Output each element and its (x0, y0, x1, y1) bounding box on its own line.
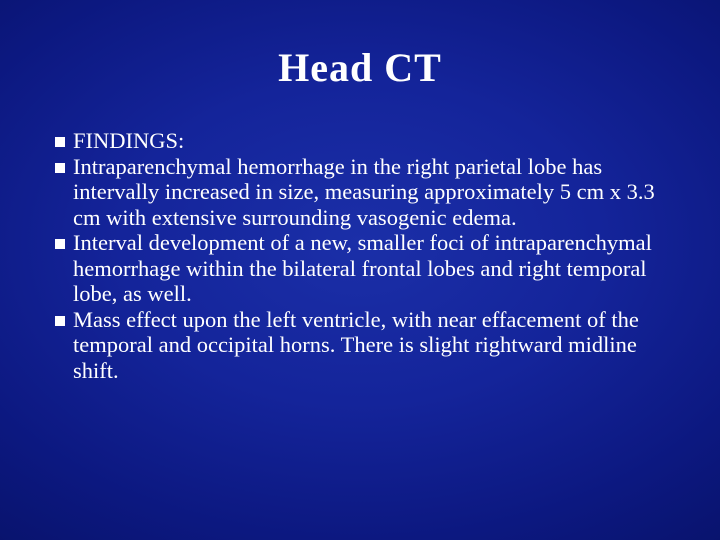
square-bullet-icon (55, 163, 65, 173)
bullet-text: Intraparenchymal hemorrhage in the right parietal lobe has intervally increased in size, measuring approximately 5 cm x 3.3 cm with extensive surrounding vasogenic edema. (73, 153, 655, 230)
bullet-list (55, 128, 675, 383)
bullet-text: FINDINGS: (73, 128, 185, 153)
square-bullet-icon (55, 137, 65, 147)
bullet-item (55, 230, 675, 307)
bullet-text: Mass effect upon the left ventricle, with near effacement of the temporal and occipital horns. There is slight rightward midline shift. (73, 306, 639, 383)
slide-title: Head CT (278, 45, 442, 90)
bullet-item (55, 307, 675, 384)
bullet-item (55, 154, 675, 231)
square-bullet-icon (55, 239, 65, 249)
bullet-item (55, 128, 675, 154)
bullet-text: Interval development of a new, smaller foci of intraparenchymal hemorrhage within the bilateral frontal lobes and right temporal lobe, as well. (73, 230, 652, 306)
square-bullet-icon (55, 316, 65, 326)
